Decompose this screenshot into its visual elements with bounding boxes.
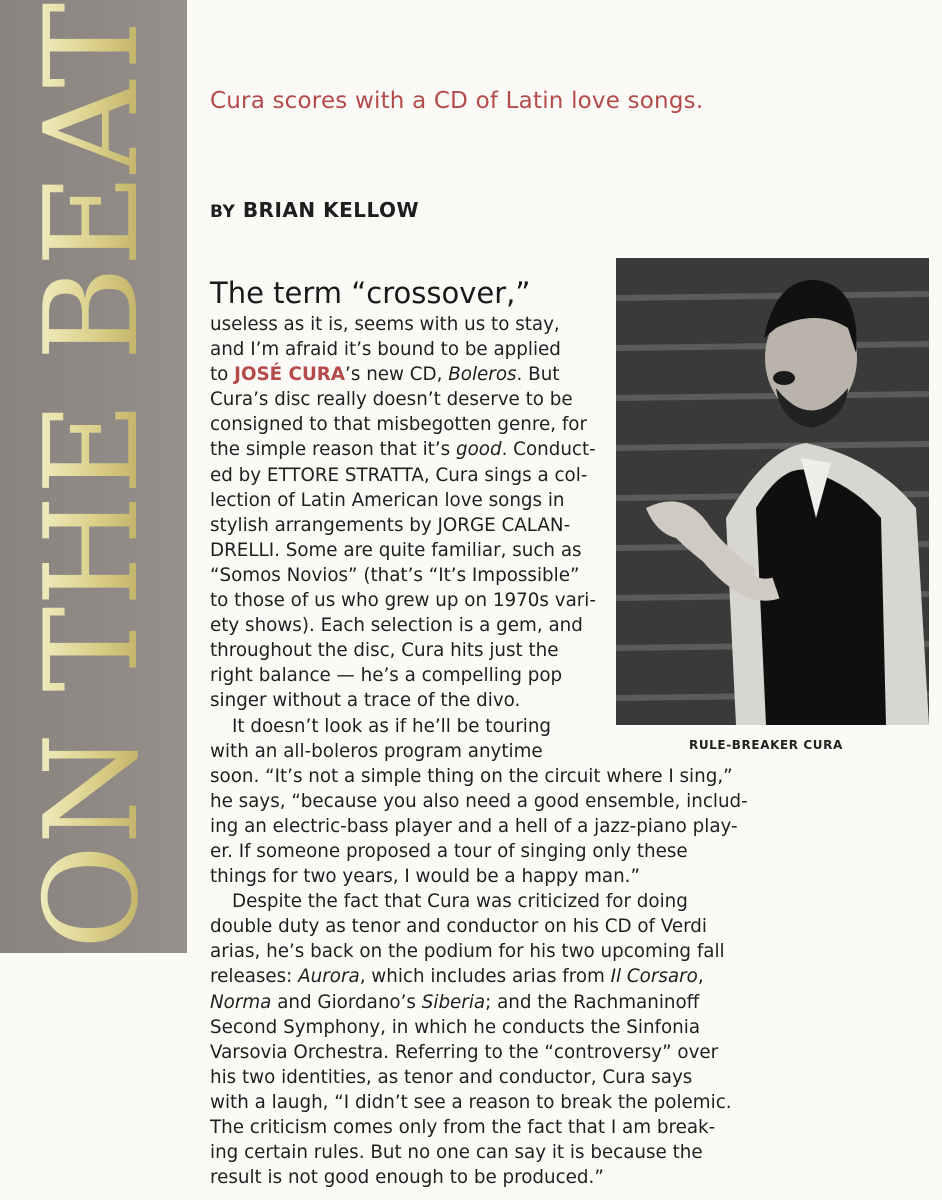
body-line: double duty as tenor and conductor on his CD of Verdi: [210, 916, 707, 938]
body-line: throughout the disc, Cura hits just the: [210, 640, 559, 662]
body-line: useless as it is, seems with us to stay,: [210, 314, 560, 335]
album-title: Boleros: [448, 364, 517, 386]
headline: Cura scores with a CD of Latin love songs.: [210, 88, 704, 114]
body-line: and I’m afraid it’s bound to be applied: [210, 339, 561, 361]
body-line: right balance — he’s a compelling pop: [210, 665, 563, 687]
body-line: “Somos Novios” (that’s “It’s Impossible”: [210, 564, 580, 586]
byline: [210, 198, 419, 222]
byline-prefix: BY: [210, 202, 236, 222]
byline-author: BRIAN KELLOW: [242, 198, 420, 222]
article-body: [210, 312, 748, 1190]
section-title: ON THE BEAT: [18, 2, 167, 950]
body-line: releases: Aurora, which includes arias from Il Corsaro,: [210, 966, 704, 988]
body-line: ing an electric-bass player and a hell of a jazz-piano play-: [210, 815, 738, 837]
body-line: ety shows). Each selection is a gem, and: [210, 615, 583, 637]
body-line: soon. “It’s not a simple thing on the circuit where I sing,”: [210, 765, 733, 787]
section-banner: [0, 0, 187, 953]
body-line: consigned to that misbegotten genre, for: [210, 414, 587, 436]
body-line: Varsovia Orchestra. Referring to the “controversy” over: [210, 1041, 719, 1063]
body-line: things for two years, I would be a happy man.”: [210, 866, 640, 888]
body-line: the simple reason that it’s good. Conduct-: [210, 439, 596, 461]
body-line: he says, “because you also need a good ensemble, includ-: [210, 790, 748, 812]
body-line: ing certain rules. But no one can say it is because the: [210, 1142, 703, 1164]
body-line: to JOSÉ CURA’s new CD, Boleros. But: [210, 364, 560, 386]
body-line: his two identities, as tenor and conductor, Cura says: [210, 1066, 693, 1088]
body-line: Second Symphony, in which he conducts the Sinfonia: [210, 1016, 701, 1038]
lead-in: The term “crossover,”: [210, 276, 531, 310]
body-line: singer without a trace of the divo.: [210, 690, 521, 712]
body-line: with a laugh, “I didn’t see a reason to break the polemic.: [210, 1091, 732, 1113]
body-line: stylish arrangements by JORGE CALAN-: [210, 514, 571, 536]
photo-caption: RULE-BREAKER CURA: [689, 738, 843, 752]
body-line: er. If someone proposed a tour of singing only these: [210, 840, 688, 862]
body-line: lection of Latin American love songs in: [210, 489, 565, 511]
body-line: It doesn’t look as if he’ll be touring: [232, 715, 552, 737]
body-line: ed by ETTORE STRATTA, Cura sings a col-: [210, 464, 588, 486]
body-line: Norma and Giordano’s Siberia; and the Rachmaninoff: [210, 991, 700, 1013]
body-line: Cura’s disc really doesn’t deserve to be: [210, 389, 573, 411]
body-line: The criticism comes only from the fact that I am break-: [210, 1117, 716, 1138]
body-line: DRELLI. Some are quite familiar, such as: [210, 539, 582, 561]
body-line: Despite the fact that Cura was criticized for doing: [232, 891, 688, 913]
body-line: arias, he’s back on the podium for his two upcoming fall: [210, 941, 725, 963]
body-line: to those of us who grew up on 1970s vari-: [210, 590, 596, 612]
body-line: result is not good enough to be produced.”: [210, 1167, 604, 1189]
body-line: with an all-boleros program anytime: [210, 740, 543, 762]
artist-name: JOSÉ CURA: [234, 364, 346, 386]
